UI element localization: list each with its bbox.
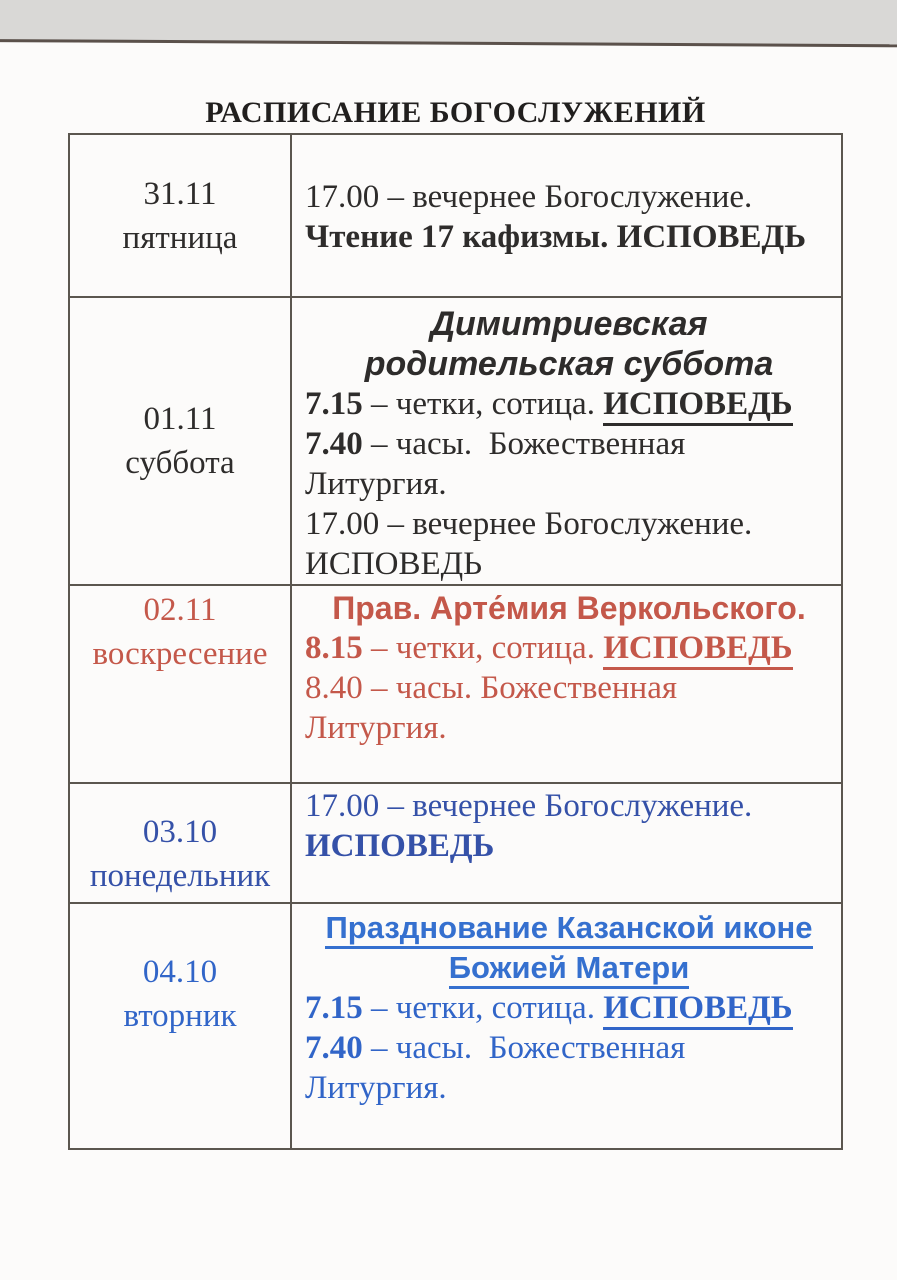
date-cell [70, 298, 292, 584]
service-line [305, 464, 833, 504]
table-row [70, 782, 841, 902]
date-label: 02.11 [143, 592, 217, 628]
service-text: 7.15 [305, 386, 363, 422]
service-text: 8.15 [305, 630, 363, 666]
service-text: – четки, сотица. [362, 386, 604, 422]
service-line [305, 544, 833, 584]
service-text: Празднование Казанской иконе [325, 910, 812, 949]
date-label: 03.10 [142, 814, 218, 850]
service-line [305, 1028, 833, 1068]
day-label: суббота [125, 445, 235, 481]
service-line [305, 826, 833, 866]
date-label: 31.11 [143, 175, 217, 212]
day-label: пятница [122, 219, 238, 256]
service-line [305, 344, 833, 384]
service-text: ИСПОВЕДЬ [305, 546, 483, 582]
service-text: ИСПОВЕДЬ [603, 630, 792, 670]
service-text: Литургия. [305, 466, 447, 502]
service-text: Литургия. [305, 710, 447, 746]
service-line [305, 708, 833, 748]
service-cell [292, 784, 841, 902]
service-line [305, 1068, 833, 1108]
date-label: 01.11 [143, 401, 217, 437]
service-text: родительская суббота [364, 345, 774, 383]
service-line [305, 384, 833, 424]
service-text: Димитриевская [430, 305, 708, 343]
service-line [305, 628, 833, 668]
schedule-table [68, 133, 843, 1150]
service-text: – часы. Божественная [362, 1030, 686, 1066]
service-line [305, 588, 833, 628]
service-line [305, 786, 833, 826]
service-cell [292, 904, 841, 1148]
service-text: ИСПОВЕДЬ [305, 828, 495, 864]
table-row [70, 902, 841, 1148]
service-cell [292, 135, 841, 296]
service-text: 7.40 [305, 1030, 363, 1066]
day-label: вторник [123, 998, 237, 1034]
service-line [305, 304, 833, 344]
day-label: воскресение [92, 636, 268, 672]
service-text: Божией Матери [449, 950, 690, 989]
service-text: Чтение 17 кафизмы. ИСПОВЕДЬ [305, 219, 807, 255]
service-line [305, 908, 833, 948]
page-title: РАСПИСАНИЕ БОГОСЛУЖЕНИЙ [205, 96, 706, 129]
service-text: Литургия. [305, 1070, 447, 1106]
table-row [70, 584, 841, 782]
service-cell [292, 298, 841, 584]
service-text: ИСПОВЕДЬ [603, 990, 792, 1030]
service-text: 17.00 – вечернее Богослужение. [305, 179, 753, 215]
service-text: 7.40 [305, 426, 363, 462]
date-cell [70, 904, 292, 1148]
service-text: ИСПОВЕДЬ [603, 386, 792, 426]
service-line [305, 424, 833, 464]
table-row [70, 135, 841, 296]
service-line [305, 177, 833, 217]
service-text: – часы. Божественная [362, 426, 686, 462]
service-line [305, 504, 833, 544]
service-line [305, 948, 833, 988]
photo-top-edge [0, 0, 897, 47]
table-row [70, 296, 841, 584]
service-line [305, 217, 833, 257]
service-cell [292, 586, 841, 782]
service-text: 17.00 – вечернее Богослужение. [305, 788, 753, 824]
service-text: – четки, сотица. [362, 990, 604, 1026]
service-text: Прав. Арте́мия Веркольского. [332, 590, 806, 626]
day-label: понедельник [89, 858, 271, 894]
service-line [305, 988, 833, 1028]
service-line [305, 668, 833, 708]
service-text: – четки, сотица. [362, 630, 604, 666]
date-label: 04.10 [142, 954, 218, 990]
date-cell [70, 784, 292, 902]
date-cell [70, 135, 292, 296]
date-cell [70, 586, 292, 782]
service-text: 17.00 – вечернее Богослужение. [305, 506, 753, 542]
service-text: 7.15 [305, 990, 363, 1026]
service-text: 8.40 – часы. Божественная [305, 670, 678, 706]
